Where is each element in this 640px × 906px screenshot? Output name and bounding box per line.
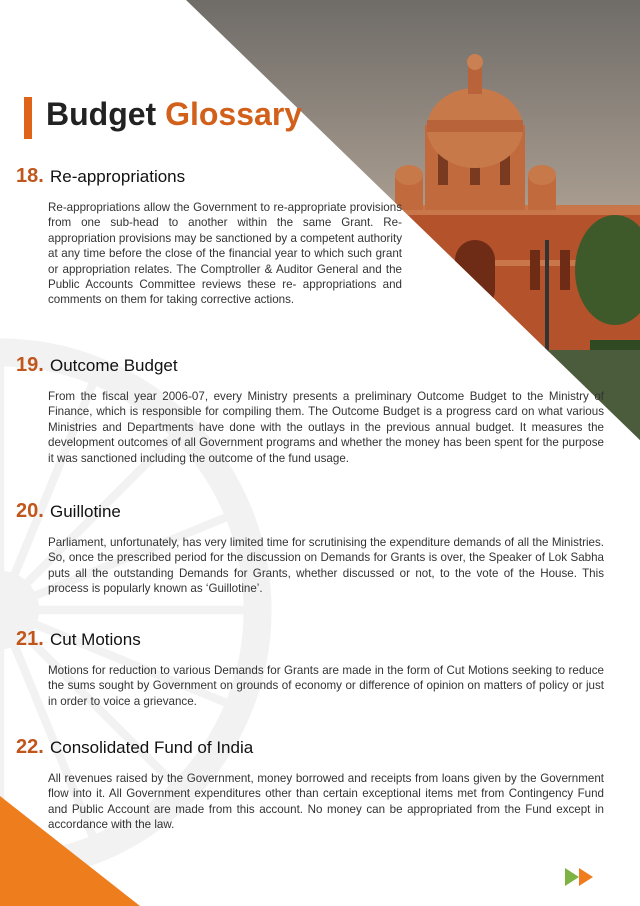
entry-heading: Outcome Budget [50,356,178,375]
entry-text: Motions for reduction to various Demands for Grants are made in the form of Cut Motions seeking to reduce the sums sought by Government on grounds of economy or difference of opinion on matters of policy or just in order to voice a grievance. [48,664,604,708]
glossary-entry-18 [16,165,402,308]
entry-text: All revenues raised by the Government, money borrowed and receipts from loans given by the Government flow into it. All Government expenditures other than certain exceptional items met from Contingency Fund and Public Account are made from this account. No money can be appropriated from the Fund except in accordance with the law. [48,772,604,832]
glossary-entry-19 [16,354,604,466]
entry-heading: Re-appropriations [50,167,186,186]
title-accent-bar [24,97,32,139]
entry-heading: Cut Motions [50,630,141,649]
glossary-entry-20 [16,500,604,597]
entry-text: Re-appropriations allow the Government to re-appropriate provisions from one sub-head to another within the same Grant. Re-appropriation provisions may be sanctioned by a competent authority at any time before the close of the financial year to which such grant or appropriation relates. The Comptroller & Auditor General and the Public Accounts Committee reviews these re- appropriations and comments on them for taking corrective actions. [48,201,402,307]
glossary-entry-22 [16,736,604,833]
title-part-2: Glossary [165,96,303,132]
glossary-entry-21 [16,628,604,709]
entry-number: 18. [16,165,44,187]
page-title [46,96,302,133]
entry-heading: Consolidated Fund of India [50,738,254,757]
entry-heading: Guillotine [50,502,121,521]
entry-number: 20. [16,500,44,522]
entry-number: 21. [16,628,44,650]
entry-text: From the fiscal year 2006-07, every Ministry presents a preliminary Outcome Budget to the Ministry of Finance, which is responsible for compiling them. The Outcome Budget is a progress card on what various Ministries and Departments have done with the outlays in the previous annual budget. It measures the development outcomes of all Government programs and whether the money has been spent for the purpose it was sanctioned including the outcome of the fund usage. [48,390,604,465]
title-part-1: Budget [46,96,157,132]
entry-number: 19. [16,354,44,376]
entry-number: 22. [16,736,44,758]
next-page-arrows-icon[interactable] [565,868,597,886]
entry-text: Parliament, unfortunately, has very limited time for scrutinising the expenditure demands of all the Ministries. So, once the prescribed period for the discussion on Demands for Grants is over, the Speaker of Lok Sabha puts all the outstanding Demands for Grants, whether discussed or not, to the vote of the House. This process is popularly known as ‘Guillotine’. [48,536,604,596]
